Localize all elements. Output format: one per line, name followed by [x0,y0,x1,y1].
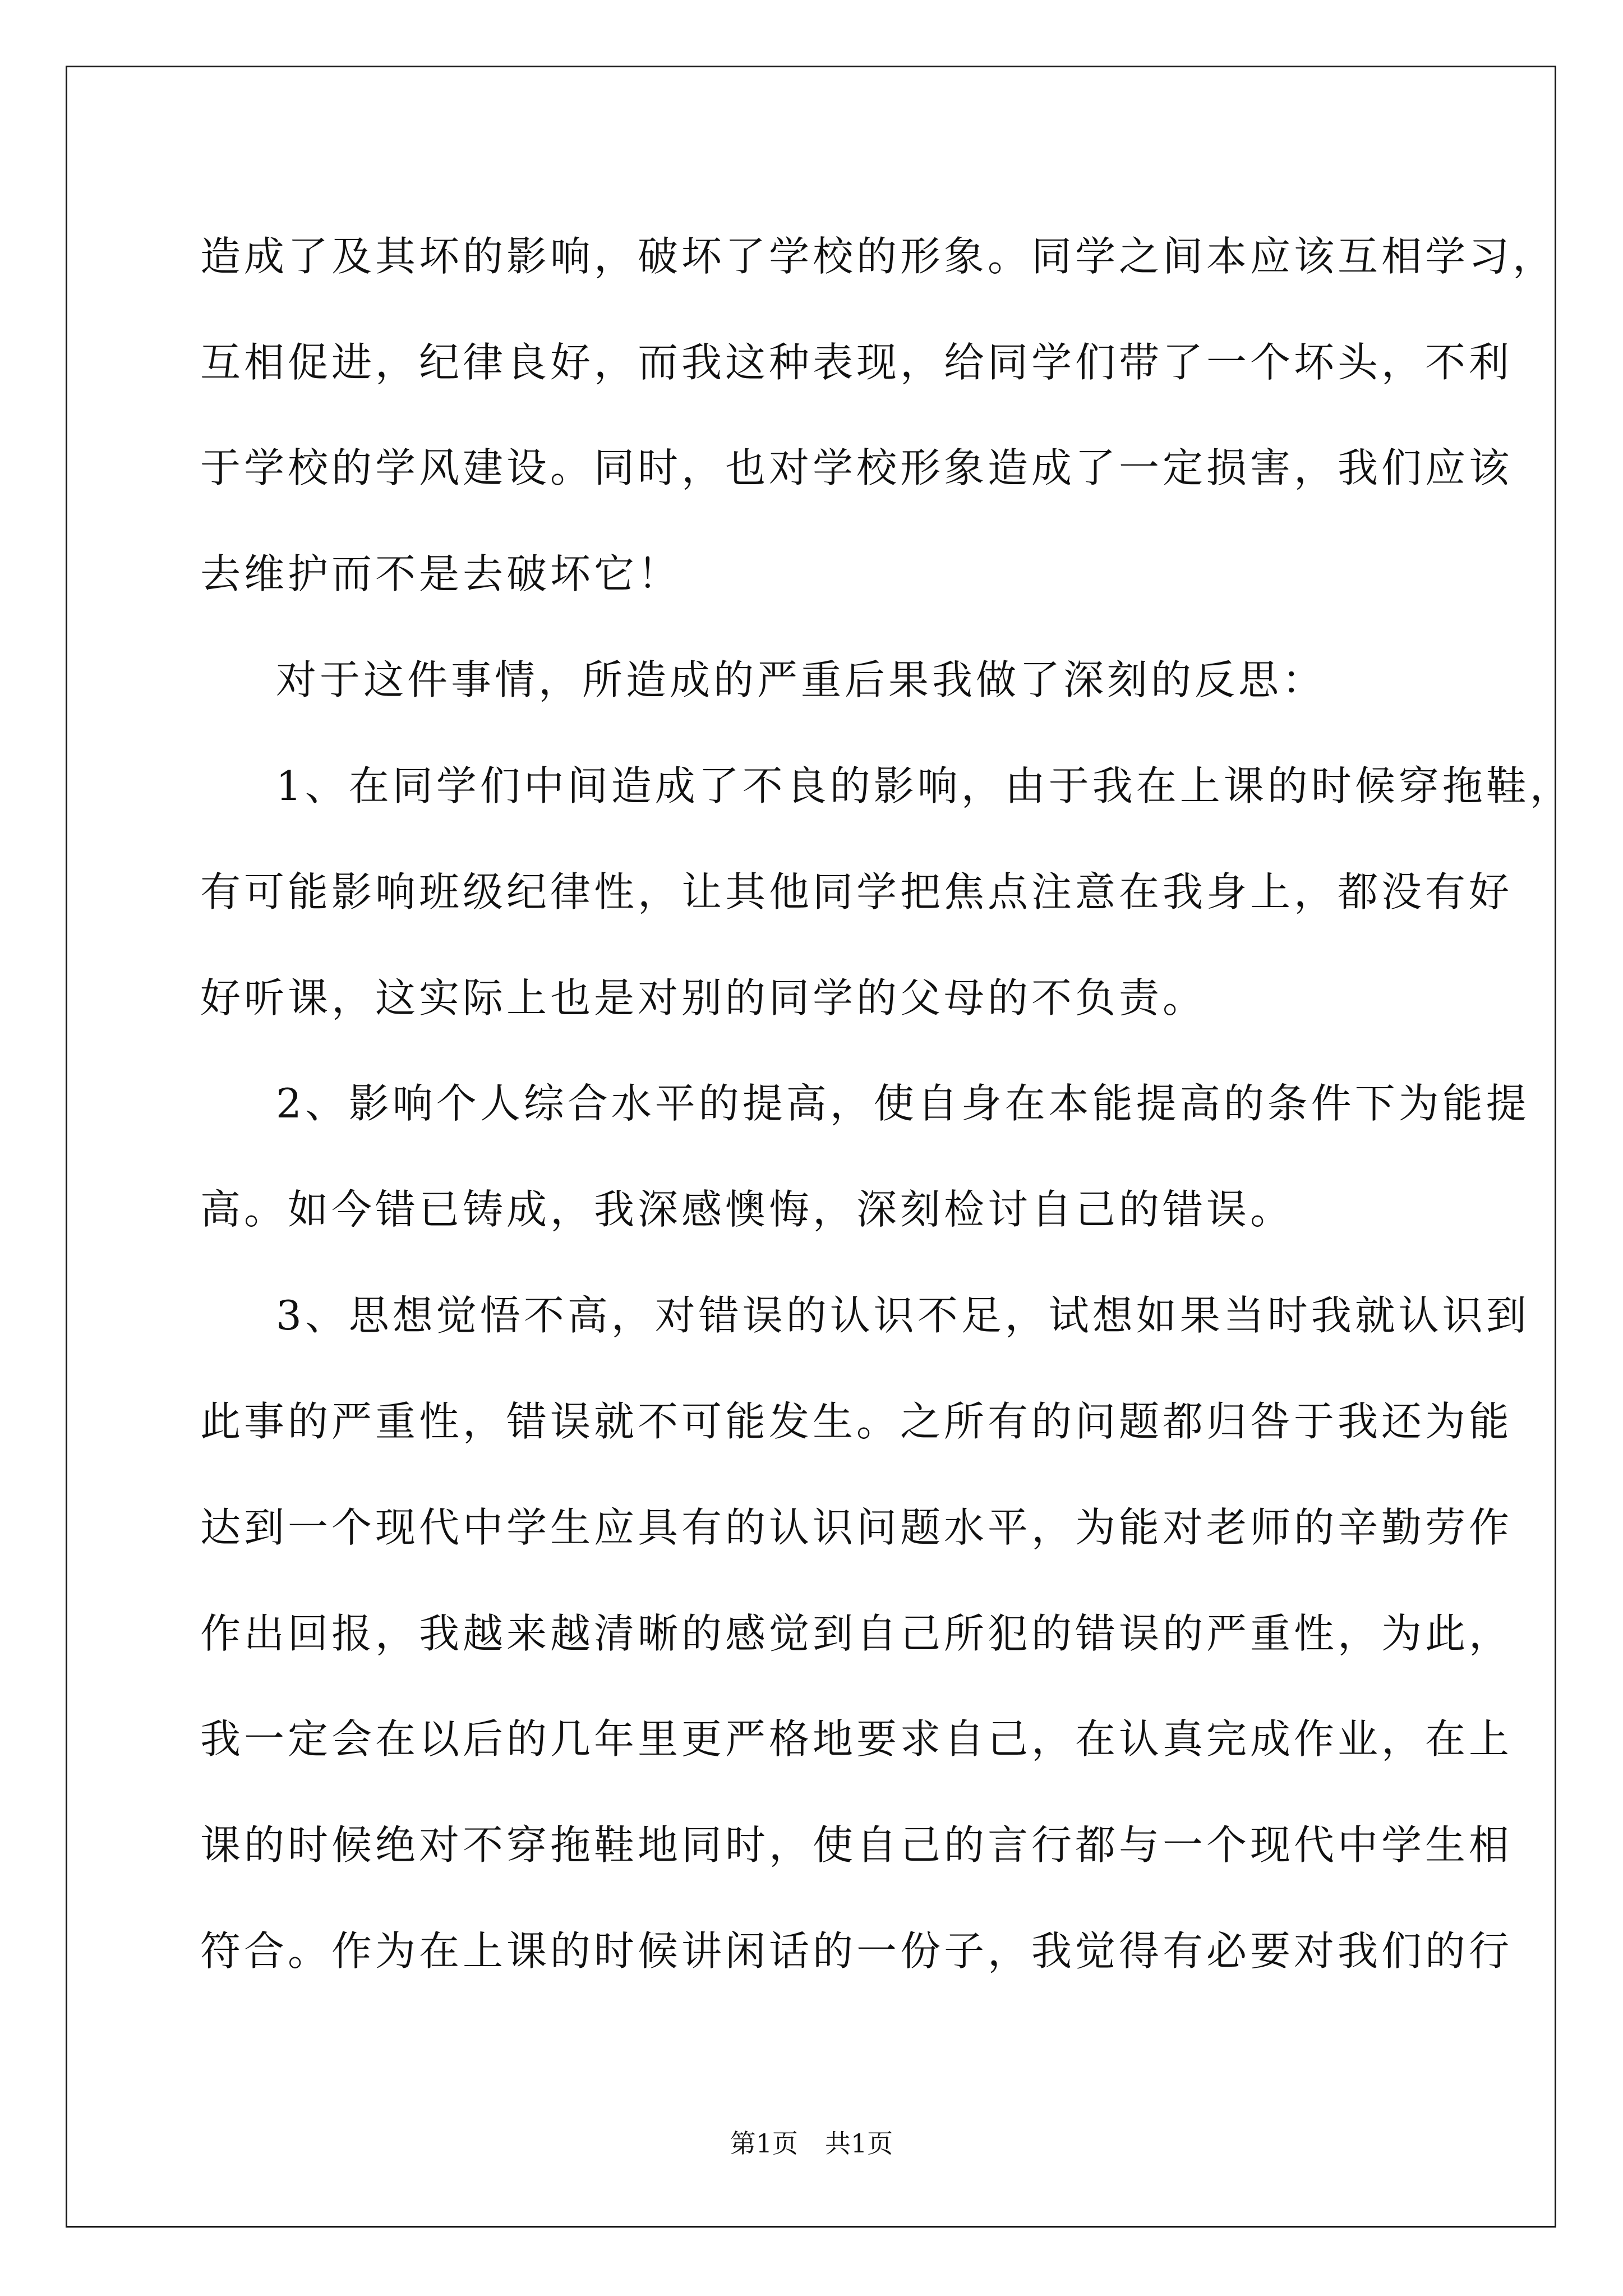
paragraph-start-line: 对于这件事情，所造成的严重后果我做了深刻的反思： [276,656,1326,703]
paragraph-start-line: 3、思想觉悟不高，对错误的认识不足，试想如果当时我就认识到 [276,1292,1530,1339]
text-line: 作出回报，我越来越清晰的感觉到自己所犯的错误的严重性，为此， [200,1610,1513,1657]
page-total: 共1页 [825,2128,893,2159]
page-number: 第1页 [730,2128,798,2159]
text-line: 好听课，这实际上也是对别的同学的父母的不负责。 [200,974,1207,1022]
page-footer [0,2128,1623,2159]
text-line: 有可能影响班级纪律性，让其他同学把焦点注意在我身上，都没有好 [200,868,1513,915]
text-line: 于学校的学风建设。同时，也对学校形象造成了一定损害，我们应该 [200,444,1513,491]
text-line: 达到一个现代中学生应具有的认识问题水平，为能对老师的辛勤劳作 [200,1504,1513,1551]
text-line: 造成了及其坏的影响，破坏了学校的形象。同学之间本应该互相学习， [200,233,1557,280]
text-line: 去维护而不是去破坏它！ [200,550,682,597]
text-line: 此事的严重性，错误就不可能发生。之所有的问题都归咎于我还为能 [200,1398,1513,1445]
paragraph-start-line: 2、影响个人综合水平的提高，使自身在本能提高的条件下为能提 [276,1080,1530,1127]
text-line: 我一定会在以后的几年里更严格地要求自己，在认真完成作业，在上 [200,1715,1513,1763]
text-line: 符合。作为在上课的时候讲闲话的一份子，我觉得有必要对我们的行 [200,1927,1513,1975]
paragraph-start-line: 1、在同学们中间造成了不良的影响，由于我在上课的时候穿拖鞋， [276,762,1574,809]
text-line: 高。如今错已铸成，我深感懊悔，深刻检讨自己的错误。 [200,1186,1294,1233]
text-line: 互相促进，纪律良好，而我这种表现，给同学们带了一个坏头，不利 [200,339,1513,386]
page-border [66,66,1556,2228]
text-line: 课的时候绝对不穿拖鞋地同时，使自己的言行都与一个现代中学生相 [200,1821,1513,1869]
